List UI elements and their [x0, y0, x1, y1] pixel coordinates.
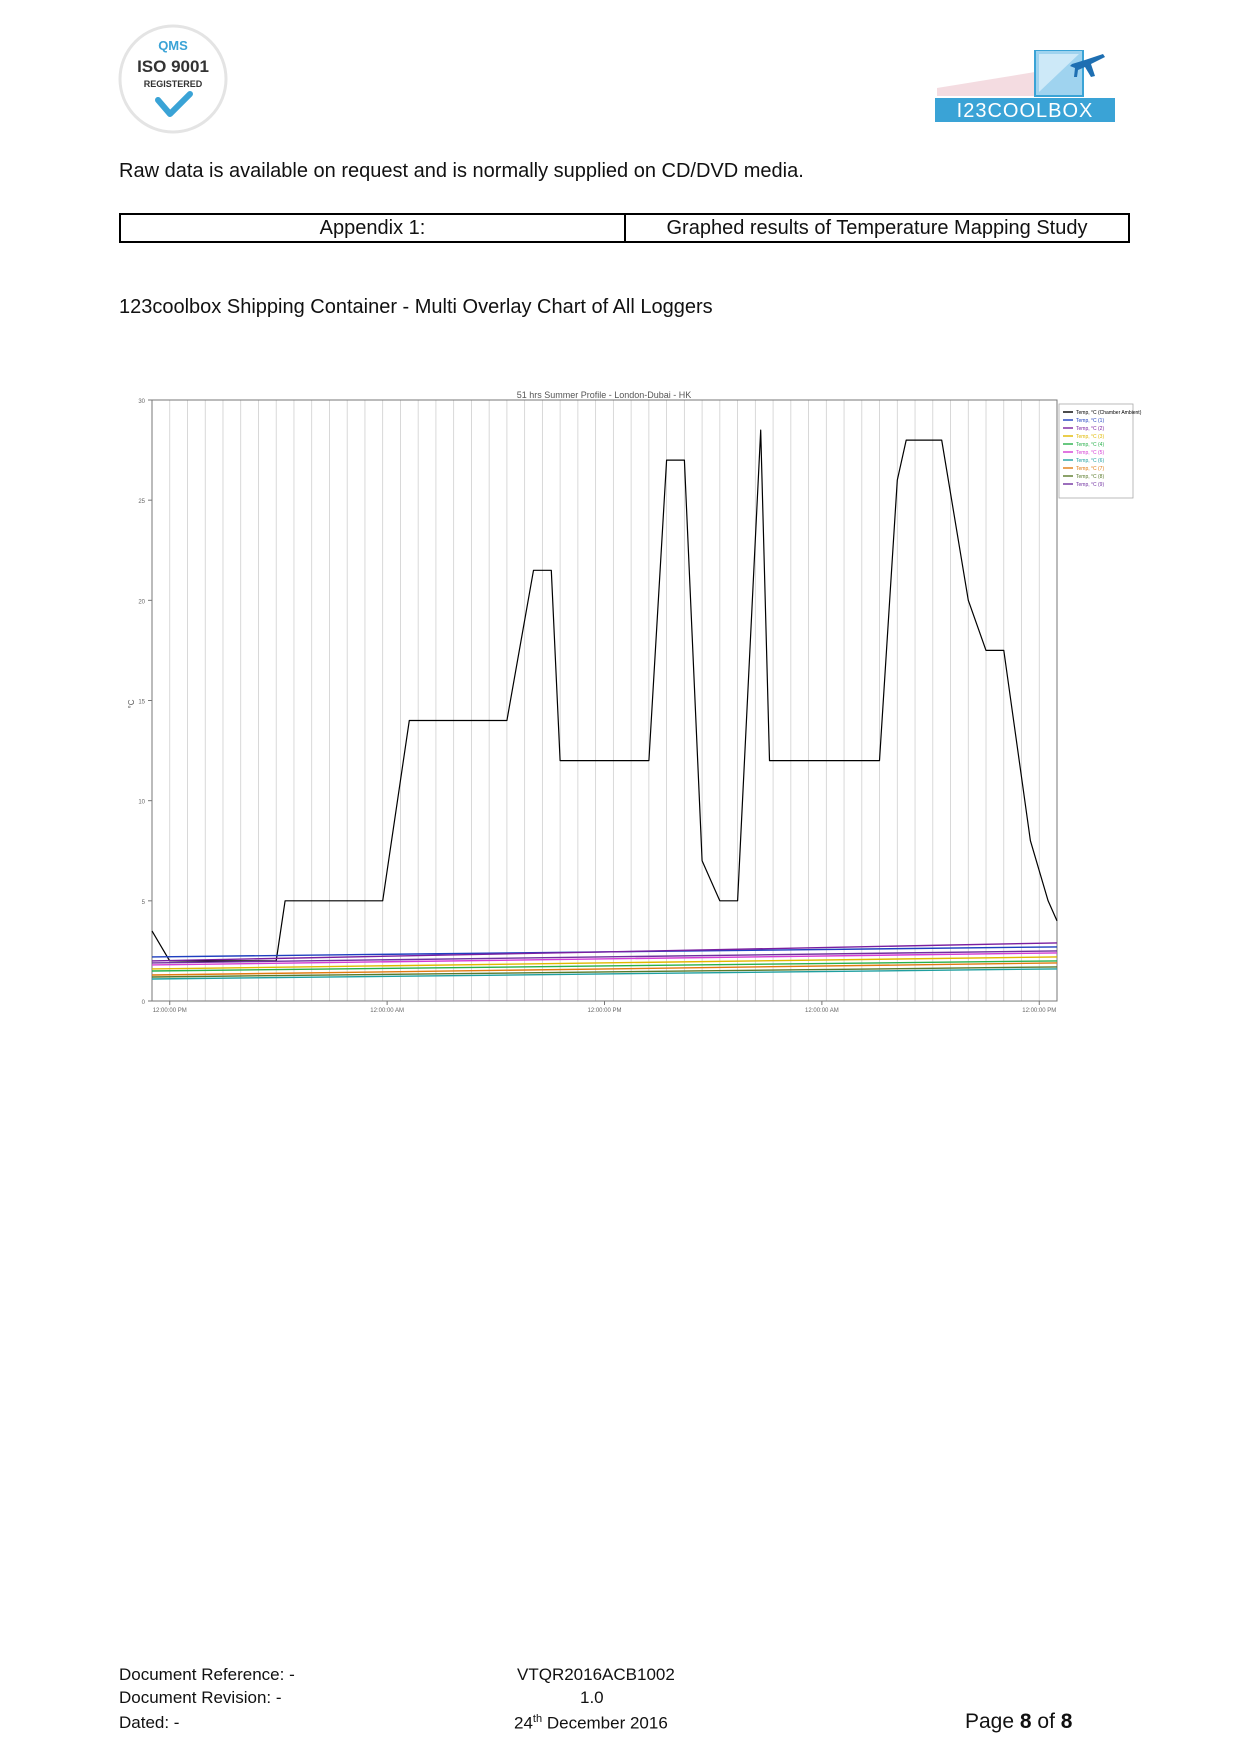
legend-entry: Temp, °C (8) [1076, 474, 1105, 480]
legend-entry: Temp, °C (6) [1076, 458, 1105, 464]
qms-logo-standard: ISO 9001 [137, 57, 209, 76]
chart-grid [170, 400, 1040, 1001]
page-number [965, 1710, 1072, 1734]
legend-entry: Temp, °C (4) [1076, 442, 1105, 448]
doc-reference-value: VTQR2016ACB1002 [517, 1665, 675, 1684]
x-tick-label: 12:00:00 PM [587, 1008, 622, 1014]
doc-revision-label: Document Revision: - [119, 1688, 282, 1707]
x-tick-label: 12:00:00 PM [1022, 1008, 1057, 1014]
legend-entry: Temp, °C (5) [1076, 450, 1105, 456]
doc-dated-value [514, 1713, 668, 1734]
doc-reference-label: Document Reference: - [119, 1665, 295, 1684]
legend-entry: Temp, °C (7) [1076, 466, 1105, 472]
x-tick-label: 12:00:00 PM [152, 1008, 187, 1014]
date-suffix: th [532, 1713, 543, 1725]
chart-series [152, 430, 1057, 979]
y-tick-label: 25 [138, 499, 145, 506]
series-line [152, 951, 1057, 963]
legend-entry: Temp, °C (1) [1076, 418, 1105, 424]
y-tick-label: 20 [138, 599, 145, 606]
y-tick-label: 10 [138, 799, 145, 806]
x-tick-label: 12:00:00 AM [805, 1008, 839, 1014]
plot-area-frame [152, 400, 1057, 1001]
legend-entry: Temp, °C (Chamber Ambient) [1076, 410, 1142, 416]
chart-title: 51 hrs Summer Profile - London-Dubai - HK [516, 390, 692, 400]
chart-legend [1059, 404, 1142, 498]
legend-entry: Temp, °C (2) [1076, 426, 1105, 432]
page-prefix: Page [965, 1710, 1020, 1733]
y-tick-label: 5 [141, 899, 145, 906]
page-total: 8 [1060, 1710, 1073, 1733]
chart-heading: 123coolbox Shipping Container - Multi Overlay Chart of All Loggers [119, 296, 713, 318]
legend-entry: Temp, °C (9) [1076, 482, 1105, 488]
x-tick-label: 12:00:00 AM [370, 1008, 404, 1014]
doc-revision-value: 1.0 [580, 1688, 604, 1707]
date-day: 24 [514, 1713, 533, 1733]
y-tick-label: 0 [141, 1000, 145, 1006]
qms-logo-brand: QMS [158, 38, 188, 53]
page-current: 8 [1019, 1710, 1032, 1733]
appendix-label: Appendix 1: [121, 215, 626, 241]
appendix-title: Graphed results of Temperature Mapping Study [666, 216, 1088, 239]
y-tick-label: 30 [138, 399, 145, 405]
chart-y-axis-label: °C [127, 699, 136, 709]
legend-entry: Temp, °C (3) [1076, 434, 1105, 440]
company-logo-text: I23COOLBOX [956, 100, 1094, 122]
date-rest: December 2016 [542, 1713, 668, 1733]
raw-data-note: Raw data is available on request and is normally supplied on CD/DVD media. [119, 160, 804, 182]
page-of: of [1031, 1710, 1061, 1733]
series-line [152, 430, 1057, 961]
qms-logo-status: REGISTERED [143, 79, 203, 89]
doc-dated-label: Dated: - [119, 1713, 180, 1732]
series-line [152, 969, 1057, 979]
y-tick-label: 15 [138, 699, 145, 706]
